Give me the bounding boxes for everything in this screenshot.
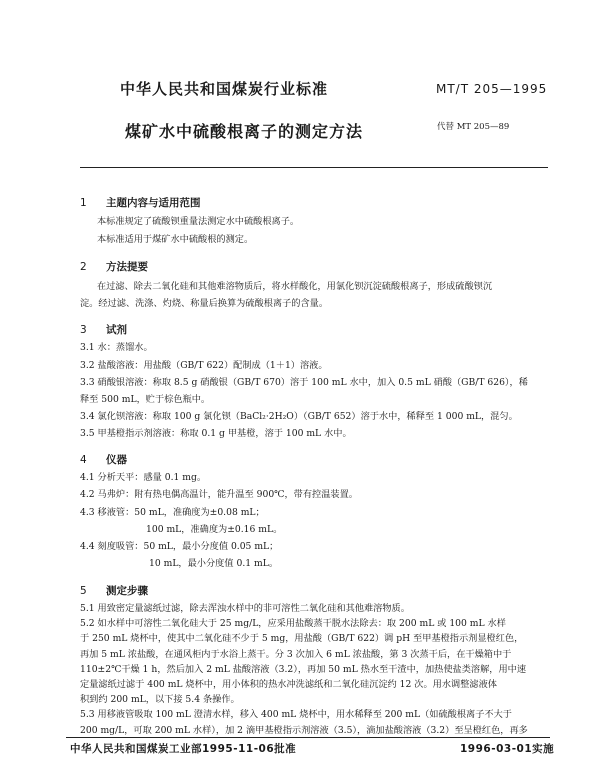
procedure-line: 再加 5 mL 浓盐酸，在通风柜内于水浴上蒸干。分 3 次加入 6 mL 浓盐酸，第 3 次蒸干后，在干燥箱中于: [80, 648, 512, 660]
procedure-line: 110±2℃干燥 1 h，然后加入 2 mL 盐酸溶液（3.2），再加 50 mL 热水至干渣中，加热使盐类溶解，用中速: [80, 663, 527, 675]
procedure-line: 于 250 mL 烧杯中，使其中二氧化硅不少于 5 mg，用盐酸（GB/T 622）调 pH 至甲基橙指示剂显橙红色，: [80, 633, 524, 645]
section-2-line: 淀。经过滤、洗涤、灼烧、称量后换算为硫酸根离子的含量。: [80, 298, 329, 309]
replaces-note: 代替 MT 205—89: [437, 122, 510, 132]
standard-name: 中华人民共和国煤炭行业标准: [120, 80, 329, 98]
reagent-item: 3.3 硝酸银溶液：称取 8.5 g 硝酸银（GB/T 670）溶于 100 mL 水中，加入 0.5 mL 硝酸（GB/T 626），稀: [80, 377, 528, 388]
section-1-line: 本标准适用于煤矿水中硫酸根的测定。: [97, 234, 254, 245]
approval-line: 中华人民共和国煤炭工业部1995-11-06批准: [70, 743, 297, 755]
standard-code: MT/T 205—1995: [436, 82, 548, 96]
reagent-item: 3.2 盐酸溶液：用盐酸（GB/T 622）配制成（1＋1）溶液。: [80, 360, 328, 371]
section-4-number: 4: [80, 454, 87, 466]
apparatus-item: 4.3 移液管：50 mL，准确度为±0.08 mL；: [80, 507, 265, 518]
section-2-heading: [80, 259, 148, 274]
apparatus-item-continued: 10 mL，最小分度值 0.1 mL。: [149, 558, 279, 569]
apparatus-item-continued: 100 mL，准确度为±0.16 mL。: [146, 524, 283, 535]
section-3-number: 3: [80, 324, 87, 336]
section-2-number: 2: [80, 261, 87, 273]
reagent-item: 3.1 水：蒸馏水。: [80, 342, 153, 353]
section-4-heading: [80, 452, 127, 467]
section-3-title: 试剂: [106, 324, 127, 336]
procedure-line: 定量滤纸过滤于 400 mL 烧杯中，用小体积的热水冲洗滤纸和二氧化硅沉淀约 12 次。用水调整滤液体: [80, 679, 497, 690]
procedure-line: 5.2 如水样中可溶性二氧化硅大于 25 mg/L，应采用盐酸蒸干脱水法除去：取 200 mL 或 100 mL 水样: [80, 618, 506, 630]
apparatus-item: 4.4 刻度吸管：50 mL，最小分度值 0.05 mL；: [80, 541, 279, 552]
procedure-line: 5.3 用移液管吸取 100 mL 澄清水样，移入 400 mL 烧杯中，用水稀释至 200 mL（如硫酸根离子不大于: [80, 709, 512, 721]
section-3-heading: [80, 322, 127, 337]
section-2-title: 方法提要: [106, 261, 148, 273]
section-1-number: 1: [80, 197, 87, 209]
section-1-heading: [80, 195, 201, 210]
reagent-item-continued: 释至 500 mL，贮于棕色瓶中。: [80, 394, 211, 405]
procedure-line: 5.1 用致密定量滤纸过滤，除去浑浊水样中的非可溶性二氧化硅和其他难溶物质。: [80, 603, 410, 614]
section-5-number: 5: [80, 585, 87, 597]
procedure-line: 积到约 200 mL，以下接 5.4 条操作。: [80, 694, 240, 706]
reagent-item: 3.5 甲基橙指示剂溶液：称取 0.1 g 甲基橙，溶于 100 mL 水中。: [80, 428, 352, 439]
apparatus-item: 4.2 马弗炉：附有热电偶高温计，能升温至 900℃，带有控温装置。: [80, 489, 358, 500]
reagent-item: 3.4 氯化钡溶液：称取 100 g 氯化钡（BaCl₂·2H₂O）（GB/T 652）溶于水中，稀释至 1 000 mL，混匀。: [80, 411, 518, 422]
section-2-line: 在过滤、除去二氧化硅和其他难溶物质后，将水样酸化，用氯化钡沉淀硫酸根离子，形成硫酸钡沉: [97, 281, 493, 292]
apparatus-item: 4.1 分析天平：感量 0.1 mg。: [80, 472, 207, 483]
section-1-title: 主题内容与适用范围: [106, 197, 201, 209]
section-1-line: 本标准规定了硫酸钡重量法测定水中硫酸根离子。: [97, 216, 300, 227]
header-divider: [80, 167, 548, 168]
effective-date: 1996-03-01实施: [460, 743, 555, 755]
document-title: 煤矿水中硫酸根离子的测定方法: [125, 122, 364, 141]
section-4-title: 仪器: [106, 454, 127, 466]
footer-divider: [66, 737, 550, 738]
procedure-line: 200 mg/L，可取 200 mL 水样），加 2 滴甲基橙指示剂溶液（3.5），滴加盐酸溶液（3.2）至呈橙红色，再多: [80, 724, 528, 736]
section-5-title: 测定步骤: [106, 585, 148, 597]
section-5-heading: [80, 583, 148, 598]
